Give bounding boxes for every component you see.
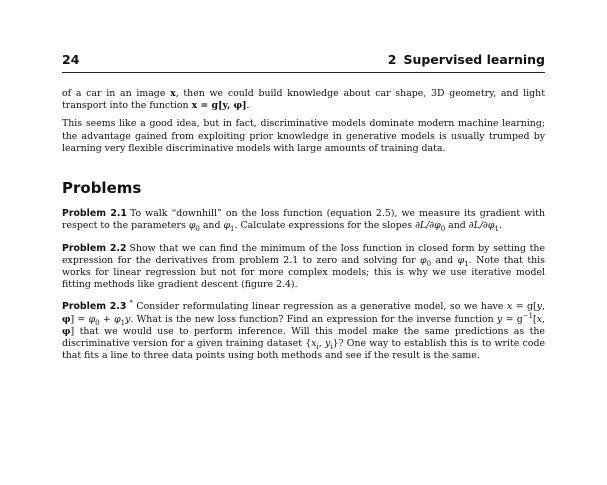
problems-heading: Problems [62,179,142,198]
header-rule [62,72,545,73]
math: φ [62,325,71,337]
math: ∂L/∂φ [415,220,441,232]
text: , [318,338,325,350]
text: = g [502,313,523,325]
math: y [496,313,503,325]
text: }? One way to establish this is to write code that fits a line to three data points using both methods and see if the result is the same. [62,338,545,362]
text: ] = [70,313,89,325]
text: . Calculate expressions for the slopes [234,220,416,232]
chapter-number: 2 [387,52,397,67]
page-body [62,88,545,372]
text: and [199,220,224,232]
subscript: 1 [464,259,469,268]
subscript: 1 [230,225,235,234]
subscript: 0 [195,225,200,234]
difficulty-star: * [129,299,133,308]
text: , [542,313,545,325]
intro-paragraph-2: This seems like a good idea, but in fact, discriminative models dominate modern machine learning; the advantage gained from exploiting prior knowledge in generative models is usually trumped by learning very flexible discriminative models with large amounts of training data. [62,118,545,154]
text: and [445,220,469,232]
text: , then we could build knowledge about car shape, 3D geometry, and light transport into the function [62,88,545,112]
subscript: 0 [95,318,100,327]
subscript: 1 [120,318,126,327]
math: y [325,338,331,350]
text: To walk “downhill” on the loss function (equation 2.5), we measure its gradient with respect to the parameters [62,208,546,232]
running-header [62,52,545,70]
math: x [311,338,317,350]
math: φ [188,220,196,232]
text: = g[ [512,301,537,313]
math: φ [62,313,71,325]
problem-2-3 [62,301,545,362]
subscript: 1 [494,225,499,234]
intro-paragraph-1 [62,88,545,112]
math: y [536,301,543,313]
math: ∂L/∂φ [468,220,495,232]
math: φ [114,313,121,325]
text: . What is the new loss function? Find an expression for the inverse function [130,313,497,325]
text: of a car in an image [62,88,171,99]
subscript: 0 [426,259,432,268]
chapter-name: Supervised learning [403,52,545,67]
math: φ [223,220,231,232]
text: . Note that this works for linear regression but not for more complex models; this is why we use iterative model fitting methods like gradient descent (figure 2.4). [62,254,545,291]
math-function: x = g[y, φ] [191,100,247,112]
text: [ [533,313,537,325]
math: φ [88,313,96,325]
text: + [99,313,115,325]
math-x: x [170,88,176,99]
superscript: −1 [522,311,534,320]
math: x [506,301,513,313]
math: φ [457,254,465,266]
subscript: i [330,342,333,351]
math: y [125,313,131,325]
problem-label: Problem 2.1 [62,208,127,220]
page-number: 24 [62,52,80,67]
math: x [536,313,543,325]
text: and [431,254,458,266]
text: ] that we would use to perform inference. Will this model make the same predictions as the discriminative version for a given training dataset { [62,325,545,350]
text: , [542,301,545,313]
subscript: 0 [440,225,446,234]
subscript: i [316,342,319,351]
problem-2-2 [62,243,545,292]
math: φ [420,254,427,266]
problem-label: Problem 2.3 [62,301,127,313]
problem-label: Problem 2.2 [62,242,127,254]
text: Consider reformulating linear regression as a generative model, so we have [132,301,507,313]
text: . [498,220,502,232]
problem-2-1 [62,208,545,232]
text: Show that we can find the minimum of the loss function in closed form by setting the expression for the derivatives from problem 2.1 to zero and solving for [62,242,545,266]
chapter-title [388,52,545,67]
text: . [246,100,250,112]
